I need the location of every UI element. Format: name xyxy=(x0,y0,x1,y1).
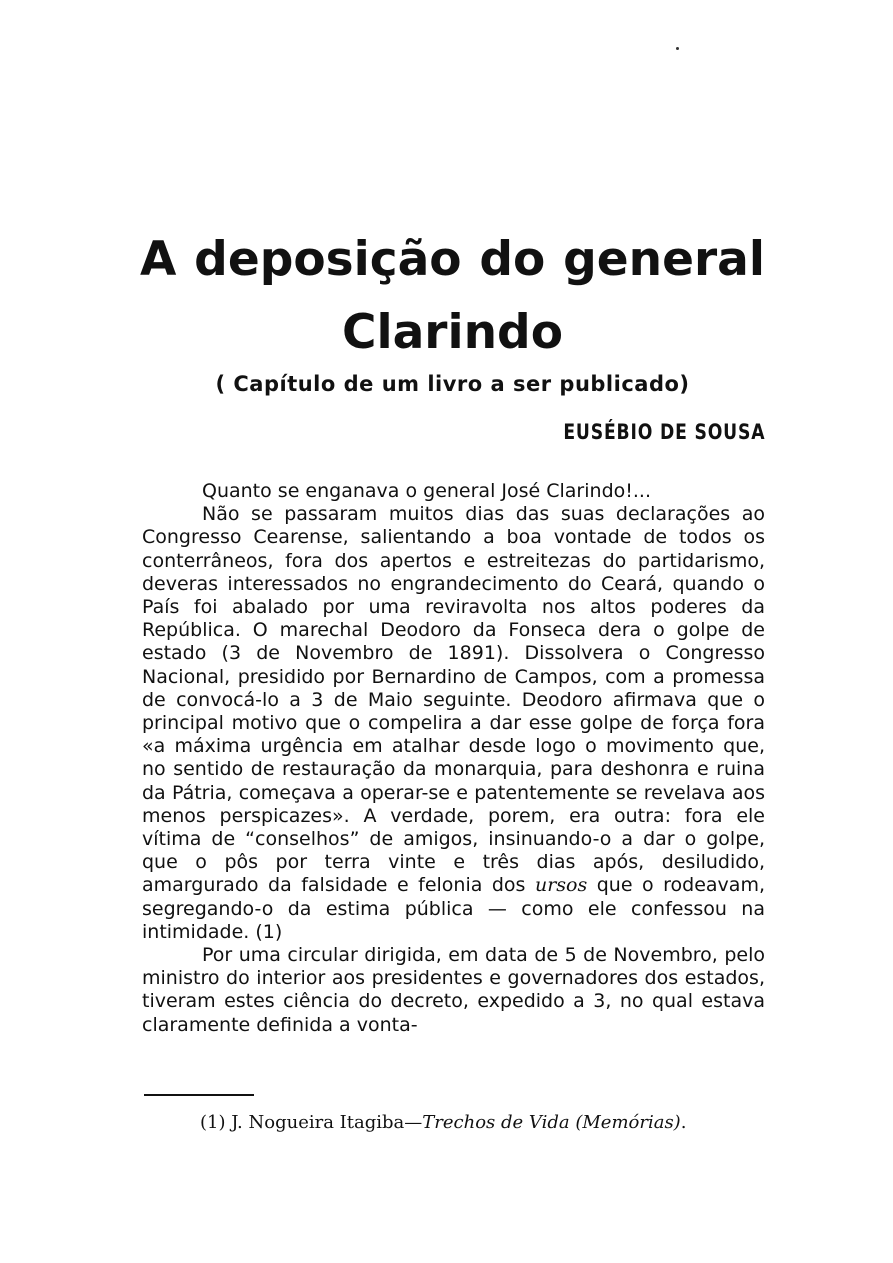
footnote-marker: (1) xyxy=(200,1112,226,1133)
paragraph: Por uma circular dirigida, em data de 5 de Novembro, pelo ministro do interior aos presidentes e governadores dos estados, tiveram estes ciência do decreto, expedido a 3, no qual estava claramente definida a vonta- xyxy=(142,944,765,1036)
article-body xyxy=(142,480,765,1037)
footnote-note: (Memórias) xyxy=(575,1112,681,1133)
italic-word: ursos xyxy=(534,874,588,897)
paragraph-text: que o rodeavam, segregando-o da estima pública — como ele confessou na intimidade. (1) xyxy=(142,874,765,943)
footnote-divider xyxy=(144,1094,254,1096)
paragraph: Quanto se enganava o general José Clarindo!... xyxy=(202,480,651,502)
footnote xyxy=(200,1112,686,1133)
subtitle: ( Capítulo de um livro a ser publicado) xyxy=(215,372,690,396)
title-line-2: Clarindo xyxy=(341,305,563,360)
title-line-1: A deposição do general xyxy=(140,232,765,287)
speck xyxy=(676,47,679,50)
footnote-author: J. Nogueira Itagiba— xyxy=(231,1112,423,1133)
footnote-work: Trechos de Vida xyxy=(422,1112,570,1133)
paragraph xyxy=(142,503,765,944)
paragraph-text: Não se passaram muitos dias das suas declarações ao Congresso Cearense, salientando a boa vontade de todos os conterrâneos, fora dos apertos e estreitezas do partidarismo, deveras interessados no engrandecimento do Ceará, quando o País foi abalado por uma reviravolta nos altos poderes da República. O marechal Deodoro da Fonseca dera o golpe de estado (3 de Novembro de 1891). Dissolvera o Congresso Nacional, presidido por Bernardino de Campos, com a promessa de convocá-lo a 3 de Maio seguinte. Deodoro afirmava que o principal motivo que o compelira a dar esse golpe de força fora «a máxima urgência em atalhar desde logo o movimento que, no sentido de restauração da monarquia, para deshonra e ruina da Pátria, começava a operar-se e patentemente se revelava aos menos perspicazes». A verdade, porem, era outra: fora ele vítima de “conselhos” de amigos, insinuando-o a dar o golpe, que o pôs por terra vinte e três dias após, desiludido, amargurado da falsidade e felonia dos xyxy=(142,503,765,897)
author-name: EUSÉBIO DE SOUSA xyxy=(562,420,765,444)
footnote-end: . xyxy=(680,1112,687,1133)
